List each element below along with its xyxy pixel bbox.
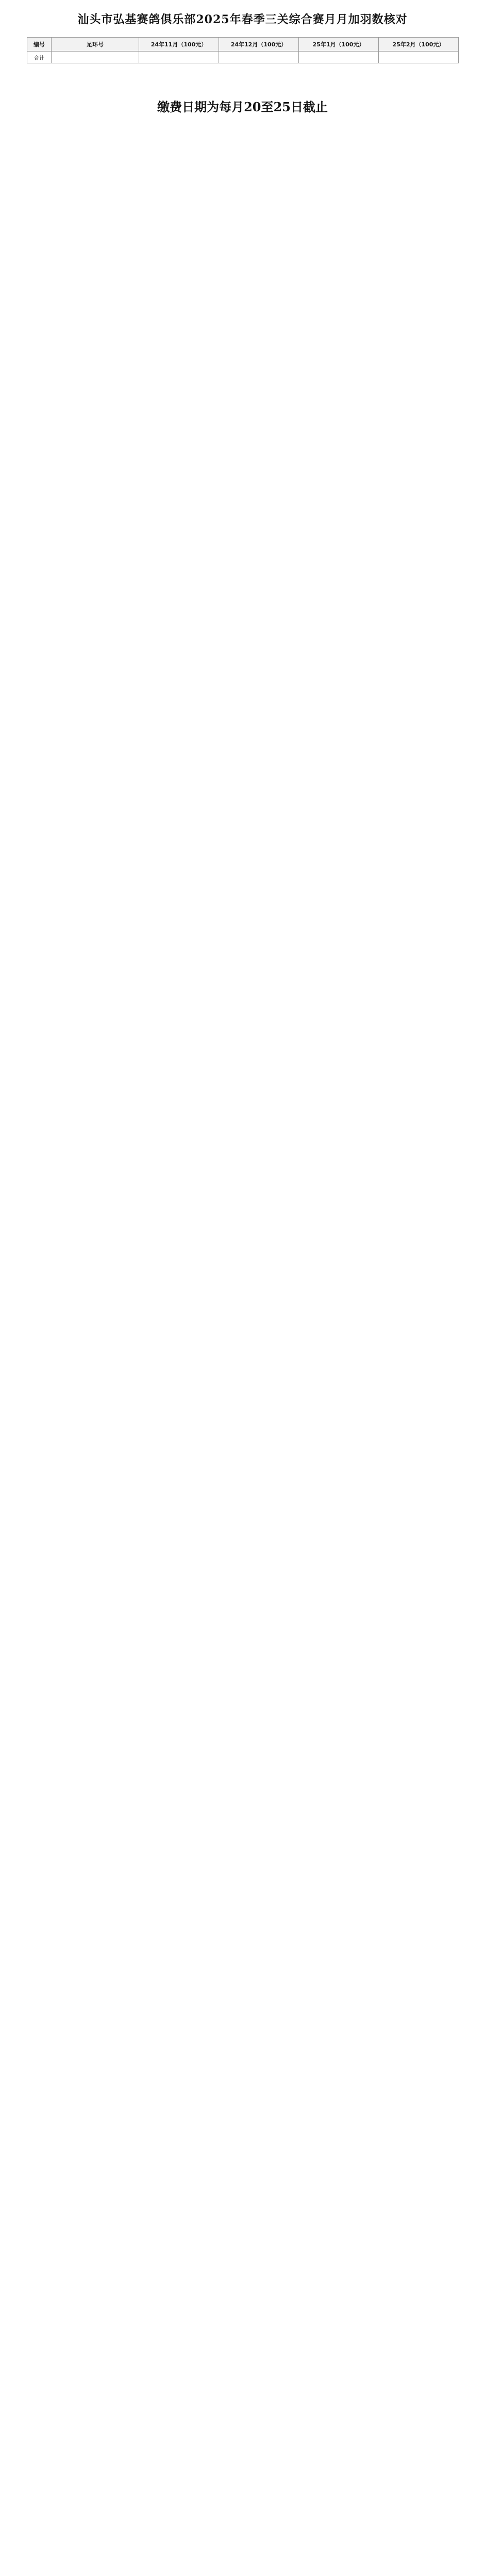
total-row [27, 52, 459, 63]
table-container [0, 37, 485, 63]
column-header-nov: 24年11月（100元） [139, 38, 219, 52]
total-label: 合计 [27, 52, 52, 63]
verification-table [27, 37, 459, 63]
total-dec [219, 52, 299, 63]
column-header-ring: 足环号 [52, 38, 139, 52]
column-header-dec: 24年12月（100元） [219, 38, 299, 52]
column-header-number: 编号 [27, 38, 52, 52]
total-feb [379, 52, 459, 63]
total-nov [139, 52, 219, 63]
column-header-feb: 25年2月（100元） [379, 38, 459, 52]
table-header-row [27, 38, 459, 52]
total-ring-cell [52, 52, 139, 63]
total-jan [299, 52, 379, 63]
document-page [0, 0, 485, 121]
column-header-jan: 25年1月（100元） [299, 38, 379, 52]
table-note [0, 70, 485, 90]
payment-deadline-footer: 缴费日期为每月20至25日截止 [157, 99, 328, 114]
page-title: 汕头市弘基赛鸽俱乐部2025年春季三关综合赛月月加羽数核对 [77, 12, 408, 26]
